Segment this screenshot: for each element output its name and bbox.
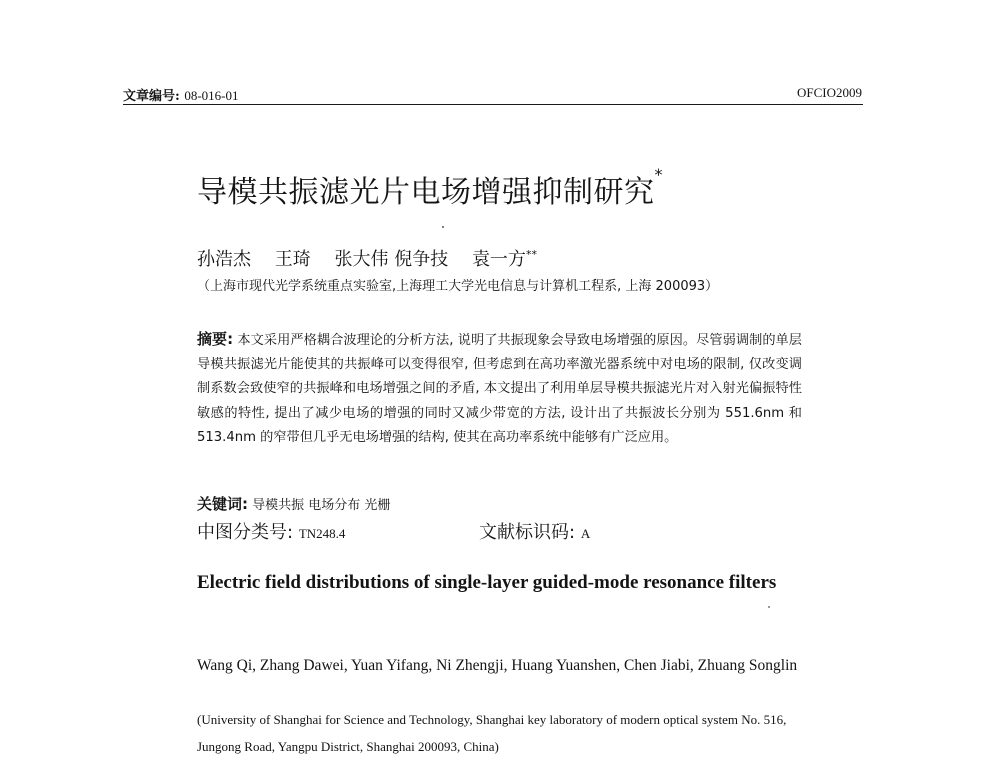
author: 孙浩杰 — [197, 249, 251, 270]
keywords-text: 导模共振 电场分布 光栅 — [252, 498, 391, 513]
author-name: 袁一方 — [471, 249, 526, 270]
article-number-header — [123, 85, 239, 104]
classification-value: TN248.4 — [298, 526, 346, 541]
paper-title-text: 导模共振滤光片电场增强抑制研究 — [197, 175, 655, 210]
abstract-label: 摘要: — [197, 330, 234, 348]
stray-mark — [768, 606, 770, 608]
abstract-text: 本文采用严格耦合波理论的分析方法, 说明了共振现象会导致电场增强的原因。尽管弱调制的单层导模共振滤光片能使其的共振峰可以变得很窄, 但考虑到在高功率激光器系统中对电场的限制, 仅改变调制系数会致使窄的共振峰和电场增强之间的矛盾, 本文提出了利用单层导模共振滤光片对入射光偏振特性敏感的特性, 提出了减少电场的增强的同时又减少带宽的方法, 设计出了共振波长分别为 551.6nm 和 513.4nm 的窄带但几乎无电场增强的结构, 使其在高功率系统中能够有广泛应用。 — [197, 333, 802, 445]
stray-dot — [442, 226, 444, 228]
author-list — [197, 245, 555, 271]
affiliation: （上海市现代光学系统重点实验室,上海理工大学光电信息与计算机工程系, 上海 200093） — [197, 279, 719, 294]
header-rule — [123, 104, 863, 105]
title-footnote-mark: * — [654, 165, 663, 184]
article-number-value: 08-016-01 — [184, 88, 239, 103]
keywords-label: 关键词: — [197, 495, 248, 513]
author: 王琦 — [274, 249, 311, 270]
conference-header: OFCIO2009 — [796, 85, 862, 100]
article-number-label: 文章编号: — [123, 89, 180, 104]
document-code — [479, 518, 590, 544]
classification — [197, 518, 345, 544]
abstract — [197, 327, 802, 450]
document-code-label: 文献标识码: — [479, 522, 576, 543]
keywords — [197, 493, 390, 514]
english-affiliation: (University of Shanghai for Science and Technology, Shanghai key laboratory of modern optical system No. 516, Jungong Road, Yangpu District, Shanghai 200093, China) — [197, 712, 787, 754]
author — [472, 249, 537, 270]
english-authors: Wang Qi, Zhang Dawei, Yuan Yifang, Ni Zhengji, Huang Yuanshen, Chen Jiabi, Zhuang Songlin — [197, 657, 798, 674]
classification-label: 中图分类号: — [197, 522, 294, 543]
author: 张大伟 倪争技 — [334, 249, 449, 270]
english-title: Electric field distributions of single-layer guided-mode resonance filters — [197, 572, 777, 593]
paper-title — [197, 167, 663, 211]
corresponding-mark: ** — [525, 248, 537, 261]
document-code-value: A — [580, 526, 591, 541]
